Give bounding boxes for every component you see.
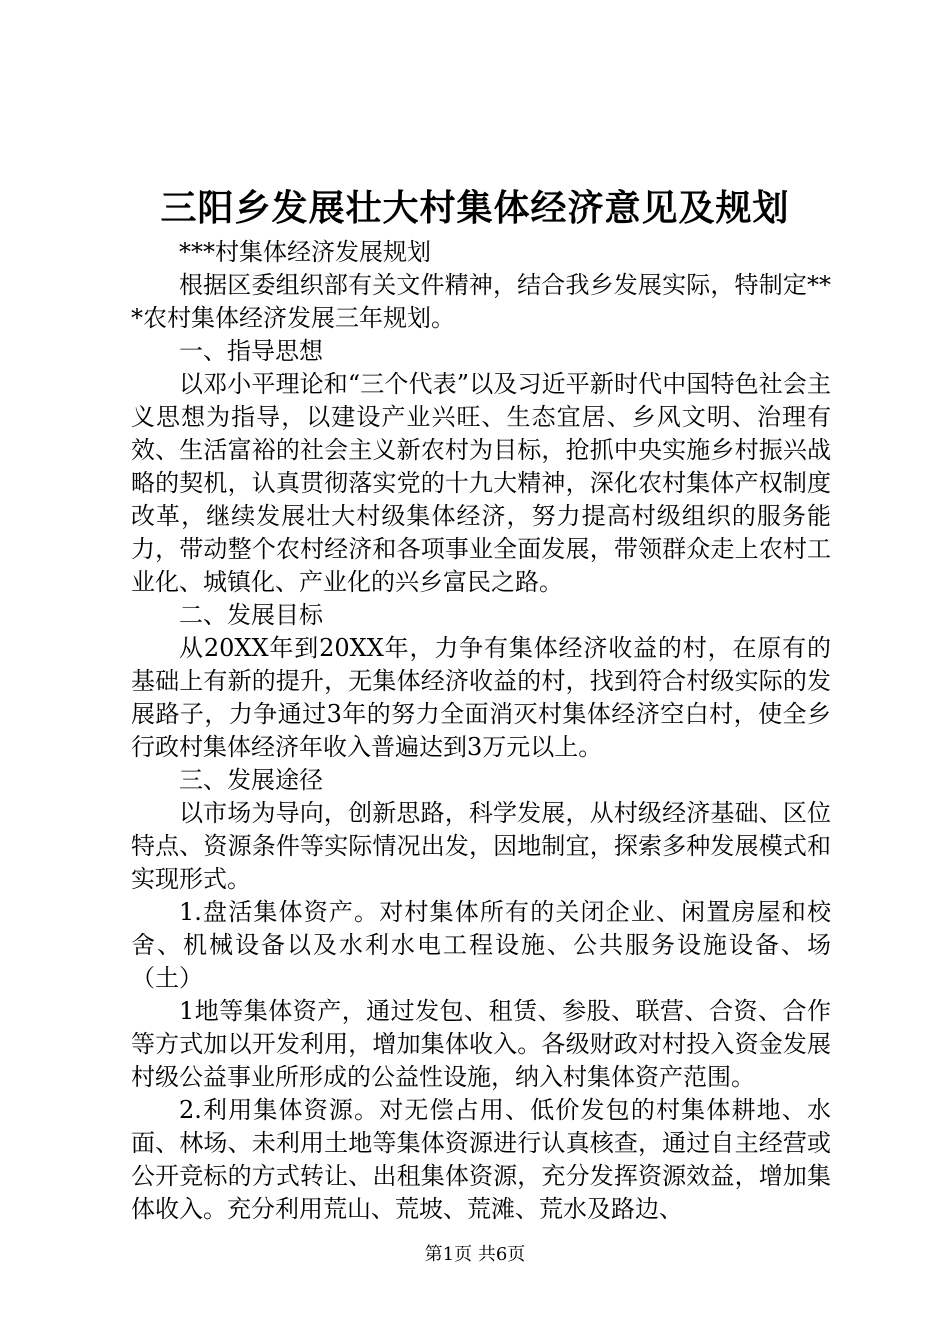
document-body xyxy=(131,236,831,1226)
paragraph-item-1: 1.盘活集体资产。对村集体所有的关闭企业、闲置房屋和校舍、机械设备以及水利水电工程设施、公共服务设施设备、场（土） xyxy=(131,898,831,992)
heading-development-approach: 三、发展途径 xyxy=(179,766,323,794)
paragraph-guiding-ideology: 以邓小平理论和“三个代表”以及习近平新时代中国特色社会主义思想为指导，以建设产业兴旺、生态宜居、乡风文明、治理有效、生活富裕的社会主义新农村为目标，抢抓中央实施乡村振兴战略的契机，认真贯彻落实党的十九大精神，深化农村集体产权制度改革，继续发展壮大村级集体经济，努力提高村级组织的服务能力，带动整个农村经济和各项事业全面发展，带领群众走上农村工业化、城镇化、产业化的兴乡富民之路。 xyxy=(131,370,831,596)
paragraph-item-2: 2.利用集体资源。对无偿占用、低价发包的村集体耕地、水面、林场、未利用土地等集体资源进行认真核查，通过自主经营或公开竞标的方式转让、出租集体资源，充分发挥资源效益，增加集体收入。充分利用荒山、荒坡、荒滩、荒水及路边、 xyxy=(131,1096,831,1223)
paragraph-intro: 根据区委组织部有关文件精神，结合我乡发展实际，特制定***农村集体经济发展三年规划。 xyxy=(131,271,831,332)
page-number-footer: 第1页 共6页 xyxy=(424,1244,526,1265)
heading-development-goals: 二、发展目标 xyxy=(179,601,323,629)
document-title: 三阳乡发展壮大村集体经济意见及规划 xyxy=(160,187,790,229)
heading-guiding-ideology: 一、指导思想 xyxy=(179,337,323,365)
paragraph-development-goals: 从20XX年到20XX年，力争有集体经济收益的村，在原有的基础上有新的提升，无集体经济收益的村，找到符合村级实际的发展路子，力争通过3年的努力全面消灭村集体经济空白村，使全乡行政村集体经济年收入普遍达到3万元以上。 xyxy=(131,634,831,761)
paragraph-item-1-continued: 1地等集体资产，通过发包、租赁、参股、联营、合资、合作等方式加以开发利用，增加集体收入。各级财政对村投入资金发展村级公益事业所形成的公益性设施，纳入村集体资产范围。 xyxy=(131,997,831,1091)
paragraph-development-approach: 以市场为导向，创新思路，科学发展，从村级经济基础、区位特点、资源条件等实际情况出发，因地制宜，探索多种发展模式和实现形式。 xyxy=(131,799,831,893)
paragraph-subtitle: ***村集体经济发展规划 xyxy=(179,238,431,266)
